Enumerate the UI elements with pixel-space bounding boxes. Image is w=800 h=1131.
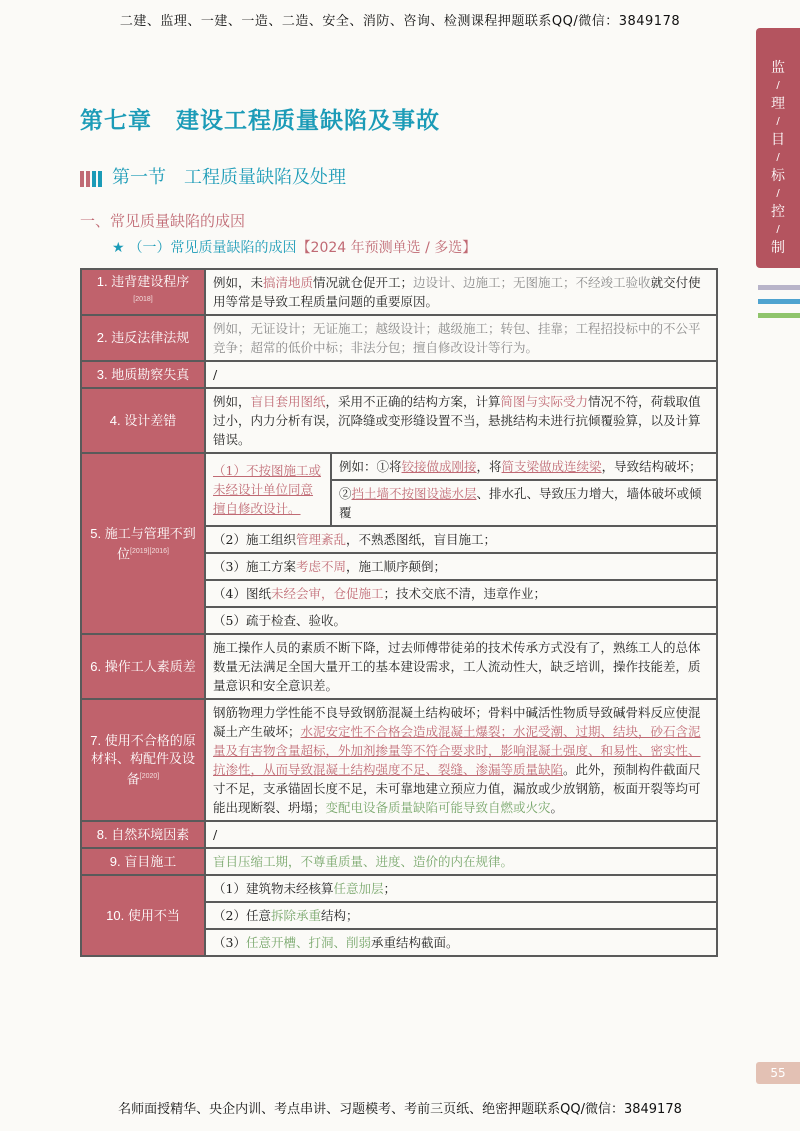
row-content: （1）建筑物未经核算任意加层； [205, 875, 717, 902]
table-row [81, 634, 717, 699]
sub-cell: （1）不按图施工或未经设计单位同意擅自修改设计。 [206, 454, 331, 525]
top-banner: 二建、监理、一建、一造、二造、安全、消防、咨询、检测课程押题联系QQ/微信：3849178 [119, 14, 681, 29]
section-bars-icon [80, 168, 104, 189]
page-number: 55 [756, 1062, 800, 1084]
table-row [81, 821, 717, 848]
subsection-title: 一、常见质量缺陷的成因 [80, 212, 246, 230]
row-content: / [205, 821, 717, 848]
section-title-text: 第一节 工程质量缺陷及处理 [112, 167, 346, 188]
star-heading [112, 237, 476, 257]
row-content: （3）施工方案考虑不周，施工顺序颠倒； [205, 553, 717, 580]
row-content: 钢筋物理力学性能不良导致钢筋混凝土结构破坏；骨料中碱活性物质导致碱骨料反应使混凝土产生破坏；水泥安定性不合格会造成混凝土爆裂；水泥受潮、过期、结块，砂石含泥量及有害物含量超标，外加剂掺量等不符合要求时，影响混凝土强度、和易性、密实性、抗渗性，从而导致混凝土结构强度不足、裂缝、渗漏等质量缺陷。此外，预制构件截面尺寸不足，支承锚固长度不足，未可靠地建立预应力值，漏放或少放钢筋，板面开裂等均可能出现断裂、坍塌；变配电设备质量缺陷可能导致自燃或火灾。 [205, 699, 717, 821]
row-content: （4）图纸未经会审，仓促施工；技术交底不清，违章作业； [205, 580, 717, 607]
table-row [81, 388, 717, 453]
row-content: 例如，未搞清地质情况就仓促开工；边设计、边施工；无图施工；不经竣工验收就交付使用等常是导致工程质量问题的重要原因。 [205, 269, 717, 315]
row-content: （2）施工组织管理紊乱，不熟悉图纸，盲目施工； [205, 526, 717, 553]
row-head: 8. 自然环境因素 [81, 821, 205, 848]
table-row [81, 315, 717, 361]
row-content: （5）疏于检查、验收。 [205, 607, 717, 634]
side-tab [756, 28, 800, 268]
table-row [81, 453, 717, 526]
star-icon: ★ [112, 240, 125, 256]
table-row [81, 269, 717, 315]
row-head: 1. 违背建设程序 [2018] [81, 269, 205, 315]
sub-cell: 例如：①将铰接做成刚接，将简支梁做成连续梁，导致结构破坏； [331, 454, 716, 480]
exam-tag: 【2024 年预测单选 / 多选】 [296, 240, 477, 256]
row-head: 7. 使用不合格的原材料、构配件及设备[2020] [81, 699, 205, 821]
row-head: 3. 地质勘察失真 [81, 361, 205, 388]
row-content: （2）任意拆除承重结构； [205, 902, 717, 929]
row-content: / [205, 361, 717, 388]
causes-table [80, 268, 718, 957]
row-head: 5. 施工与管理不到位[2019][2016] [81, 453, 205, 634]
section-title [80, 163, 346, 189]
row-content: 盲目压缩工期，不尊重质量、进度、造价的内在规律。 [205, 848, 717, 875]
chapter-title: 第七章 建设工程质量缺陷及事故 [80, 108, 440, 134]
side-tab-text: 监 / 理 / 目 / 标 / 控 / 制 [771, 60, 785, 256]
row-content: 例如，无证设计；无证施工；越级设计；越级施工；转包、挂靠；工程招投标中的不公平竞争；超常的低价中标；非法分包；擅自修改设计等行为。 [205, 315, 717, 361]
bottom-banner: 名师面授精华、央企内训、考点串讲、习题模考、考前三页纸、绝密押题联系QQ/微信：3849178 [118, 1102, 682, 1117]
row-head: 6. 操作工人素质差 [81, 634, 205, 699]
side-stripes [758, 285, 800, 327]
table-row [81, 361, 717, 388]
row-content: 例如，盲目套用图纸，采用不正确的结构方案，计算简图与实际受力情况不符，荷载取值过小，内力分析有误，沉降缝或变形缝设置不当，悬挑结构未进行抗倾覆验算，以及计算错误。 [205, 388, 717, 453]
row-head: 9. 盲目施工 [81, 848, 205, 875]
row-content: （3）任意开槽、打洞、削弱承重结构截面。 [205, 929, 717, 956]
row-content [205, 453, 717, 526]
row-head: 4. 设计差错 [81, 388, 205, 453]
row-content: 施工操作人员的素质不断下降，过去师傅带徒弟的技术传承方式没有了，熟练工人的总体数量无法满足全国大量开工的基本建设需求，工人流动性大，缺乏培训，操作技能差，质量意识和安全意识差。 [205, 634, 717, 699]
sub-cell: ②挡土墙不按图设滤水层、排水孔、导致压力增大，墙体破坏或倾覆 [339, 486, 702, 521]
table-row [81, 848, 717, 875]
star-heading-text: （一）常见质量缺陷的成因 [128, 240, 297, 256]
table-row [81, 699, 717, 821]
row-head: 10. 使用不当 [81, 875, 205, 956]
row-head: 2. 违反法律法规 [81, 315, 205, 361]
table-row [81, 875, 717, 902]
